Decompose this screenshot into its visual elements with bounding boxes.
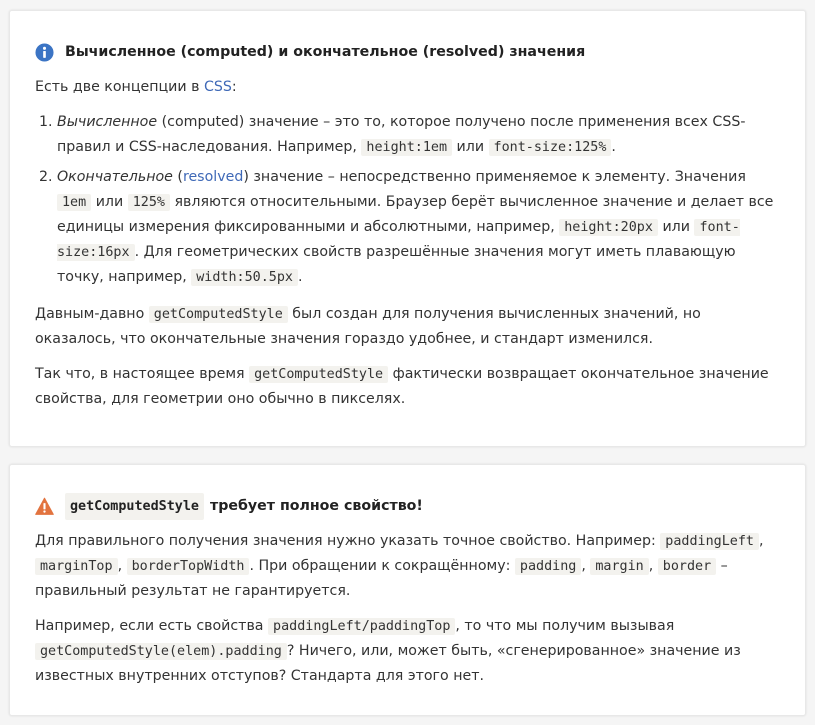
code-font-size-125: font-size:125%: [489, 139, 612, 156]
info-intro: Есть две концепции в CSS:: [35, 79, 237, 95]
warning-title-text: требует полное свойство!: [210, 497, 423, 514]
list-item-resolved: 2. Окончательное (resolved) значение – непосредственно применяемое к элементу. Значения 1em или 125% являются относительными. Браузер берёт вычисленное значение и делает все единицы измерения фиксированными и абсолютными, например, height:20px или font-size:16px . Для геометрических свойств разрешённые значения могут иметь плавающую точку, например, width:50.5px .: [57, 165, 780, 290]
code-getcomputedstyle: getComputedStyle: [249, 366, 388, 383]
css-link[interactable]: CSS: [203, 79, 232, 95]
list-item-computed: 1. Вычисленное (computed) значение – это то, которое получено после применения всех CSS-правил и CSS-наследования. Например, height:1em или font-size:125% .: [57, 110, 780, 160]
code-width-50-5px: width:50.5px: [191, 269, 298, 286]
code-margin: margin: [590, 558, 648, 575]
warning-title-code: getComputedStyle: [65, 493, 204, 520]
code-getcomputedstyle: getComputedStyle: [149, 306, 288, 323]
info-title: [35, 39, 780, 65]
resolved-link[interactable]: resolved: [182, 169, 244, 185]
code-padding: padding: [515, 558, 581, 575]
warning-paragraph-example: Например, если есть свойства paddingLeft/paddingTop , то что мы получим вызывая getComputedStyle(elem).padding ? Ничего, или, может быть, «сгенерированное» значение из известных внутренних отступов? Стандарта для этого нет.: [35, 618, 741, 684]
code-bordertopwidth: borderTopWidth: [127, 558, 250, 575]
code-font-size-16px: font-size:16px: [57, 220, 740, 260]
code-125: 125%: [128, 194, 170, 211]
info-card: [9, 10, 806, 447]
code-paddingleft: paddingLeft: [660, 533, 759, 550]
code-paddingleft-paddingtop: paddingLeft/paddingTop: [268, 618, 455, 635]
code-margintop: marginTop: [35, 558, 118, 575]
warning-card: [9, 464, 806, 716]
info-paragraph-now: Так что, в настоящее время getComputedStyle фактически возвращает окончательное значение свойства, для геометрии оно обычно в пикселях.: [35, 366, 769, 407]
warning-icon: [35, 497, 54, 516]
info-title-text: Вычисленное (computed) и окончательное (resolved) значения: [65, 43, 586, 60]
code-1em: 1em: [57, 194, 91, 211]
concept-list: [35, 110, 780, 290]
info-paragraph-history: Давным-давно getComputedStyle был создан для получения вычисленных значений, но оказалось, что окончательные значения гораздо удобнее, и стандарт изменился.: [35, 306, 701, 347]
code-height-1em: height:1em: [361, 139, 452, 156]
warning-paragraph-exact: Для правильного получения значения нужно указать точное свойство. Например: paddingLeft , marginTop , borderTopWidth . При обращении к сокращённому: padding , margin , border – правильный результат не гарантируется.: [35, 533, 764, 599]
warning-title: [35, 493, 780, 519]
code-getcomputedstyle-padding: getComputedStyle(elem).padding: [35, 643, 287, 660]
code-height-20px: height:20px: [559, 219, 658, 236]
info-icon: [35, 43, 54, 62]
code-border: border: [658, 558, 716, 575]
